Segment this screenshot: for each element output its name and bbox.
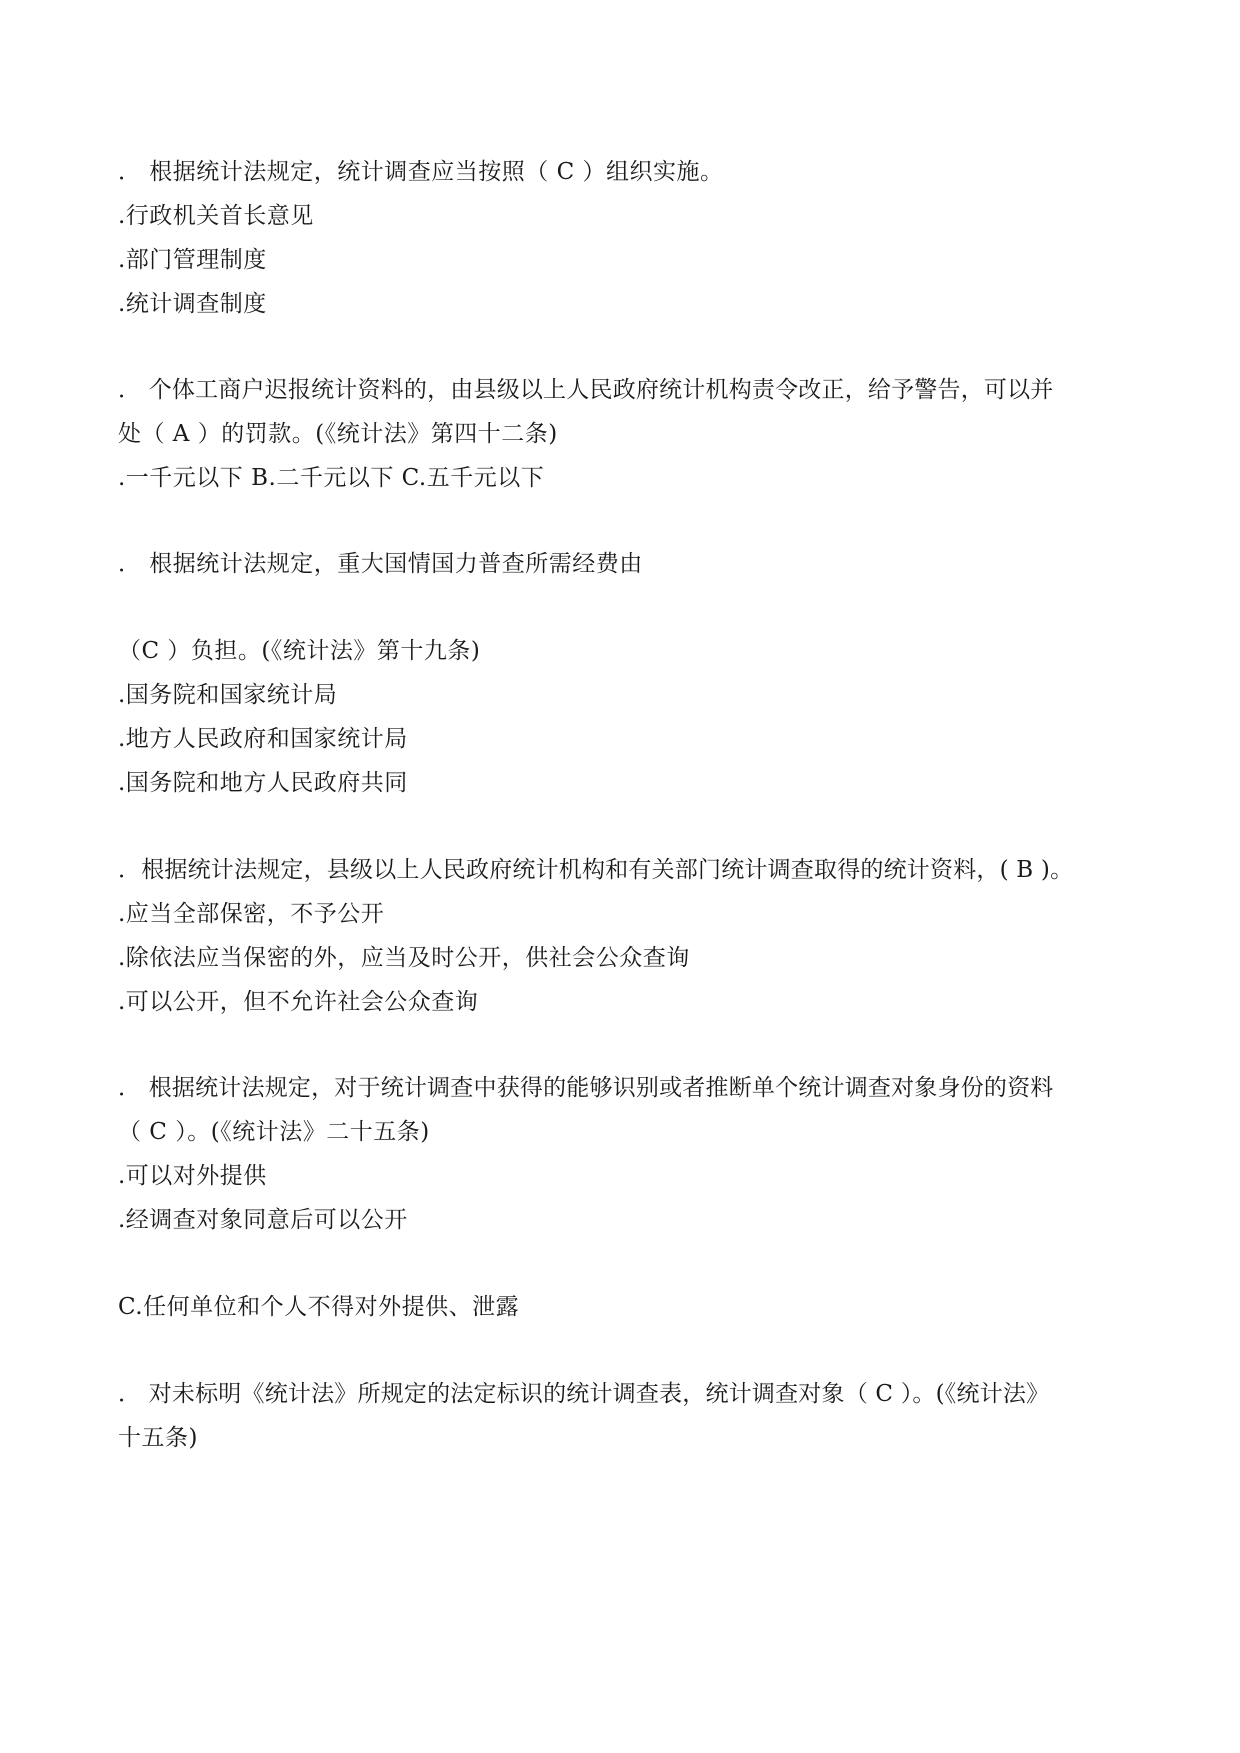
question-6-line-1: ． 对未标明《统计法》所规定的法定标识的统计调查表，统计调查对象（ C ）。(《统计法》 — [118, 1381, 1050, 1407]
question-4-option-b: .除依法应当保密的外，应当及时公开，供社会公众查询 — [118, 945, 690, 971]
question-5-line-2: （ C ）。(《统计法》二十五条) — [118, 1119, 430, 1145]
question-1-option-a: .行政机关首长意见 — [118, 203, 314, 229]
question-3-option-c: .国务院和地方人民政府共同 — [118, 770, 408, 796]
question-1-option-c: .统计调查制度 — [118, 291, 267, 317]
question-2-options: .一千元以下 B.二千元以下 C.五千元以下 — [118, 465, 545, 491]
question-1-line-1: ． 根据统计法规定，统计调查应当按照（ C ）组织实施。 — [118, 159, 724, 185]
question-4-line-1: ．根据统计法规定，县级以上人民政府统计机构和有关部门统计调查取得的统计资料，( B )。 — [118, 857, 1074, 883]
question-1-option-b: .部门管理制度 — [118, 247, 267, 273]
question-5-option-b: .经调查对象同意后可以公开 — [118, 1207, 408, 1233]
question-3-line-1: ． 根据统计法规定，重大国情国力普查所需经费由 — [118, 551, 643, 577]
question-2-line-2: 处（ A ）的罚款。(《统计法》第四十二条) — [118, 421, 558, 447]
question-3-option-a: .国务院和国家统计局 — [118, 682, 338, 708]
question-5-option-a: .可以对外提供 — [118, 1163, 267, 1189]
question-5-line-1: ． 根据统计法规定，对于统计调查中获得的能够识别或者推断单个统计调查对象身份的资料 — [118, 1075, 1054, 1101]
question-5-option-c: C.任何单位和个人不得对外提供、泄露 — [118, 1294, 520, 1320]
question-2-line-1: ． 个体工商户迟报统计资料的，由县级以上人民政府统计机构责令改正，给予警告，可以并 — [118, 377, 1054, 403]
question-4-option-c: .可以公开，但不允许社会公众查询 — [118, 989, 479, 1015]
question-4-option-a: .应当全部保密，不予公开 — [118, 901, 385, 927]
question-6-line-2: 十五条) — [118, 1425, 198, 1451]
question-3-option-b: .地方人民政府和国家统计局 — [118, 726, 408, 752]
question-3-line-2: （C ）负担。(《统计法》第十九条) — [118, 638, 481, 664]
